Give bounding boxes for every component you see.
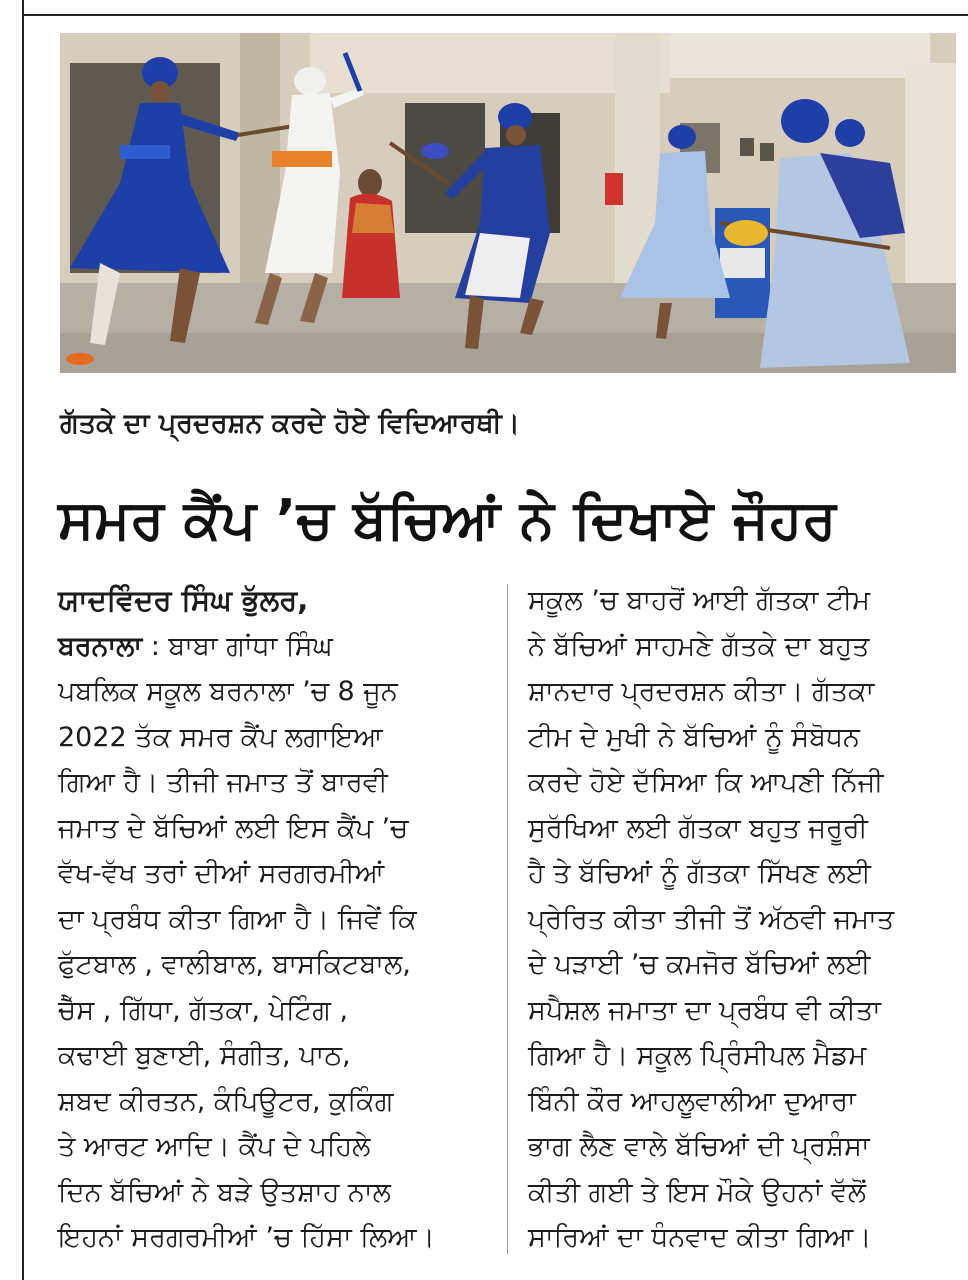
body-line: ਸ਼ਬਦ ਕੀਰਤਨ, ਕੰਪਿਊਟਰ, ਕੁਕਿੰਗ bbox=[58, 1085, 394, 1117]
photo-caption: ਗੱਤਕੇ ਦਾ ਪ੍ਰਦਰਸ਼ਨ ਕਰਦੇ ਹੋਏ ਵਿਦਿਆਰਥੀ। bbox=[60, 408, 520, 439]
body-line: ਗਿਆ ਹੈ। ਤੀਜੀ ਜਮਾਤ ਤੋਂ ਬਾਰਵੀ bbox=[58, 767, 388, 798]
gatka-performance-illustration bbox=[60, 33, 956, 373]
body-line: ਦਾ ਪ੍ਰਬੰਧ ਕੀਤਾ ਗਿਆ ਹੈ। ਜਿਵੇਂ ਕਿ bbox=[58, 903, 417, 935]
body-line: ਕਰਦੇ ਹੋਏ ਦੱਸਿਆ ਕਿ ਆਪਣੀ ਨਿੱਜੀ bbox=[528, 767, 884, 798]
body-line: ਭਾਗ ਲੈਣ ਵਾਲੇ ਬੱਚਿਆਂ ਦੀ ਪ੍ਰਸ਼ੰਸਾ bbox=[528, 1131, 870, 1162]
body-line: ਕੀਤੀ ਗਈ ਤੇ ਇਸ ਮੌਕੇ ਉਹਨਾਂ ਵੱਲੋਂ bbox=[528, 1176, 866, 1208]
body-line: ਫੁੱਟਬਾਲ , ਵਾਲੀਬਾਲ, ਬਾਸਕਿਟਬਾਲ, bbox=[58, 949, 411, 980]
body-line: ਇਹਨਾਂ ਸਰਗਰਮੀਆਂ ’ਚ ਹਿੱਸਾ ਲਿਆ। bbox=[58, 1222, 435, 1253]
article-column-left bbox=[58, 578, 488, 1261]
body-line: ਪ੍ਰੇਰਿਤ ਕੀਤਾ ਤੀਜੀ ਤੋਂ ਅੱਠਵੀ ਜਮਾਤ bbox=[528, 903, 895, 935]
body-line: 2022 ਤੱਕ ਸਮਰ ਕੈਂਪ ਲਗਾਇਆ bbox=[58, 721, 383, 753]
body-line: ਜਮਾਤ ਦੇ ਬੱਚਿਆਂ ਲਈ ਇਸ ਕੈਂਪ ’ਚ bbox=[58, 812, 409, 844]
body-line-text: : ਬਾਬਾ ਗਾਂਧਾ ਸਿੰਘ bbox=[142, 630, 333, 662]
body-line: ਸ਼ਾਨਦਾਰ ਪ੍ਰਦਰਸ਼ਨ ਕੀਤਾ। ਗੱਤਕਾ bbox=[528, 676, 875, 707]
body-line bbox=[58, 624, 488, 670]
body-line: ਤੇ ਆਰਟ ਆਦਿ। ਕੈਂਪ ਦੇ ਪਹਿਲੇ bbox=[58, 1131, 371, 1162]
body-line: ਬਿੰਨੀ ਕੌਰ ਆਹਲੂਵਾਲੀਆ ਦੁਆਰਾ bbox=[528, 1085, 856, 1117]
body-line: ਪਬਲਿਕ ਸਕੂਲ ਬਰਨਾਲਾ ’ਚ 8 ਜੂਨ bbox=[58, 676, 398, 707]
body-line: ਕਢਾਈ ਬੁਣਾਈ, ਸੰਗੀਤ, ਪਾਠ, bbox=[58, 1040, 351, 1071]
column-divider bbox=[507, 584, 508, 1254]
body-line: ਸਪੈਸ਼ਲ ਜਮਾਤਾ ਦਾ ਪ੍ਰਬੰਧ ਵੀ ਕੀਤਾ bbox=[528, 994, 881, 1026]
body-line: ਨੇ ਬੱਚਿਆਂ ਸਾਹਮਣੇ ਗੱਤਕੇ ਦਾ ਬਹੁਤ bbox=[528, 630, 870, 662]
article-column-right bbox=[528, 578, 948, 1261]
body-line: ਸਾਰਿਆਂ ਦਾ ਧੰਨਵਾਦ ਕੀਤਾ ਗਿਆ। bbox=[528, 1222, 872, 1253]
article-headline: ਸਮਰ ਕੈਂਪ ’ਚ ਬੱਚਿਆਂ ਨੇ ਦਿਖਾਏ ਜੌਹਰ bbox=[58, 488, 837, 551]
body-line: ਸਕੂਲ ’ਚ ਬਾਹਰੋਂ ਆਈ ਗੱਤਕਾ ਟੀਮ bbox=[528, 585, 871, 616]
page-left-rule bbox=[22, 0, 24, 1280]
body-line: ਦੇ ਪੜਾਈ ’ਚ ਕਮਜੋਰ ਬੱਚਿਆਂ ਲਈ bbox=[528, 949, 871, 980]
body-line: ਚੈੱਸ , ਗਿੱਧਾ, ਗੱਤਕਾ, ਪੇਟਿੰਗ , bbox=[58, 994, 349, 1026]
page-top-rule bbox=[22, 14, 968, 16]
body-line: ਸੁਰੱਖਿਆ ਲਈ ਗੱਤਕਾ ਬਹੁਤ ਜਰੂਰੀ bbox=[528, 812, 868, 844]
body-line: ਗਿਆ ਹੈ। ਸਕੂਲ ਪ੍ਰਿੰਸੀਪਲ ਮੈਡਮ bbox=[528, 1040, 867, 1071]
body-line: ਵੱਖ-ਵੱਖ ਤਰਾਂ ਦੀਆਂ ਸਰਗਰਮੀਆਂ bbox=[58, 858, 385, 889]
body-line: ਦਿਨ ਬੱਚਿਆਂ ਨੇ ਬੜੇ ਉਤਸ਼ਾਹ ਨਾਲ bbox=[58, 1176, 391, 1208]
byline: ਯਾਦਵਿੰਦਰ ਸਿੰਘ ਭੁੱਲਰ, bbox=[58, 583, 309, 617]
article-photo bbox=[60, 33, 956, 373]
body-line: ਹੈ ਤੇ ਬੱਚਿਆਂ ਨੂੰ ਗੱਤਕਾ ਸਿੱਖਣ ਲਈ bbox=[528, 858, 871, 889]
dateline: ਬਰਨਾਲਾ bbox=[58, 630, 143, 662]
body-line: ਟੀਮ ਦੇ ਮੁਖੀ ਨੇ ਬੱਚਿਆਂ ਨੂੰ ਸੰਬੋਧਨ bbox=[528, 721, 860, 753]
